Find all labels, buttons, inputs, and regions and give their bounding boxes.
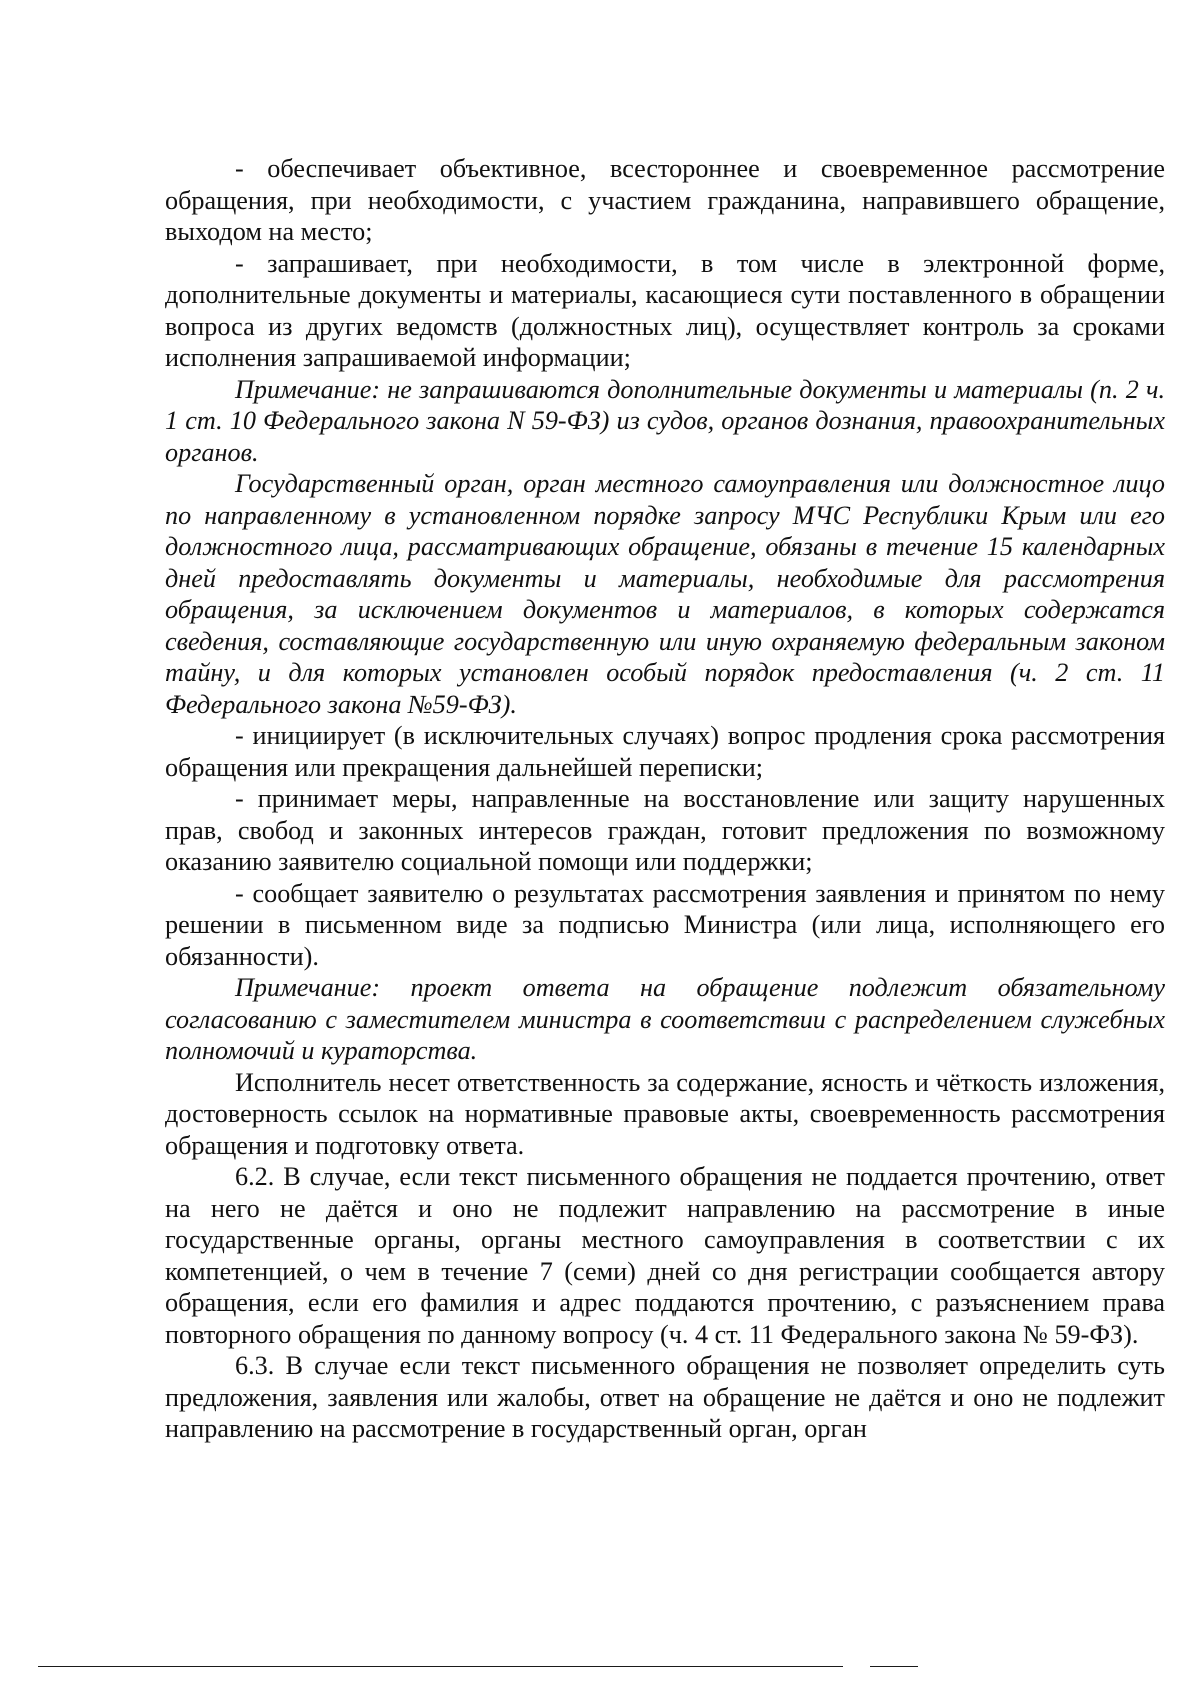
- paragraph-request-documents: - запрашивает, при необходимости, в том числе в электронной форме, дополнительные документы и материалы, касающиеся сути поставленного в обращении вопроса из других ведомств (должностных лиц), осуществляет контроль за сроками исполнения запрашиваемой информации;: [165, 248, 1165, 372]
- paragraph-inform-applicant: - сообщает заявителю о результатах рассмотрения заявления и принятом по нему решении в письменном виде за подписью Министра (или лица, исполняющего его обязанности).: [165, 878, 1165, 971]
- note-state-body-obligation: Государственный орган, орган местного самоуправления или должностное лицо по направленному в установленном порядке запросу МЧС Республики Крым или его должностного лица, рассматривающих обращение, обязаны в течение 15 календарных дней предоставлять документы и материалы, необходимые для рассмотрения обращения, за исключением документов и материалов, в которых содержатся сведения, составляющие государственную или иную охраняемую федеральным законом тайну, и для которых установлен особый порядок предоставления (ч. 2 ст. 11 Федерального закона №59-ФЗ).: [165, 469, 1165, 719]
- footer-rule: [38, 1666, 843, 1667]
- document-body: [165, 153, 1165, 1445]
- note-draft-approval: Примечание: проект ответа на обращение подлежит обязательному согласованию с заместителем министра в соответствии с распределением служебных полномочий и кураторства.: [165, 973, 1165, 1065]
- paragraph-ensure-review: - обеспечивает объективное, всестороннее и своевременное рассмотрение обращения, при необходимости, с участием гражданина, направившего обращение, выходом на место;: [165, 154, 1165, 246]
- paragraph-take-measures: - принимает меры, направленные на восстановление или защиту нарушенных прав, свобод и законных интересов граждан, готовит предложения по возможному оказанию заявителю социальной помощи или поддержки;: [165, 784, 1165, 876]
- paragraph-6-3: 6.3. В случае если текст письменного обращения не позволяет определить суть предложения, заявления или жалобы, ответ на обращение не даётся и оно не подлежит направлению на рассмотрение в государственный орган, орган: [165, 1351, 1165, 1443]
- paragraph-6-2: 6.2. В случае, если текст письменного обращения не поддается прочтению, ответ на него не даётся и оно не подлежит направлению на рассмотрение в иные государственные органы, органы местного самоуправления в соответствии с их компетенцией, о чем в течение 7 (семи) дней со дня регистрации сообщается автору обращения, если его фамилия и адрес поддаются прочтению, с разъяснением права повторного обращения по данному вопросу (ч. 4 ст. 11 Федерального закона № 59-ФЗ).: [165, 1162, 1165, 1349]
- note-not-requested: Примечание: не запрашиваются дополнительные документы и материалы (п. 2 ч. 1 ст. 10 Федерального закона N 59-ФЗ) из судов, органов дознания, правоохранительных органов.: [165, 374, 1165, 467]
- footer-dash: [870, 1666, 918, 1667]
- paragraph-extend-term: - инициирует (в исключительных случаях) вопрос продления срока рассмотрения обращения или прекращения дальнейшей переписки;: [165, 721, 1165, 782]
- paragraph-executor-responsibility: Исполнитель несет ответственность за содержание, ясность и чёткость изложения, достоверность ссылок на нормативные правовые акты, своевременность рассмотрения обращения и подготовку ответа.: [165, 1067, 1165, 1160]
